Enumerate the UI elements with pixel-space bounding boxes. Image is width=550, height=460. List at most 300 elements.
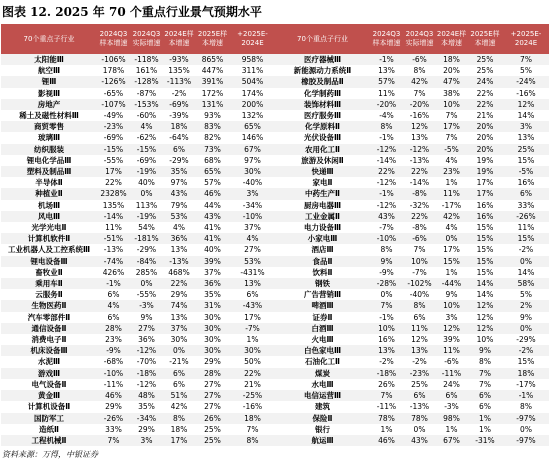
value-cell: 3% — [503, 121, 549, 132]
value-cell: 20% — [467, 121, 503, 132]
value-cell: -128% — [130, 76, 163, 87]
table-row — [1, 312, 549, 323]
value-cell: -17% — [503, 379, 549, 390]
value-cell: 6% — [97, 312, 130, 323]
value-cell: 16% — [467, 200, 503, 211]
value-cell: 27% — [195, 401, 230, 412]
table-row — [1, 54, 549, 65]
industry-name-cell: 饮料Ⅱ — [275, 267, 370, 278]
value-cell: -12% — [370, 200, 403, 211]
value-cell: 12% — [403, 334, 436, 345]
value-cell: 17% — [467, 188, 503, 199]
value-cell: 1% — [436, 424, 467, 435]
value-cell: 18% — [436, 54, 467, 65]
value-cell: 15% — [467, 233, 503, 244]
value-cell: -20% — [370, 99, 403, 110]
table-row — [1, 211, 549, 222]
industry-name-cell: 电力设备Ⅲ — [275, 222, 370, 233]
value-cell: 11% — [436, 188, 467, 199]
value-cell: -4% — [370, 110, 403, 121]
industry-name-cell: 火电Ⅲ — [275, 334, 370, 345]
value-cell: 22% — [403, 166, 436, 177]
industry-name-cell: 畜牧业Ⅱ — [1, 267, 97, 278]
value-cell: 36% — [130, 334, 163, 345]
table-row — [1, 244, 549, 255]
value-cell: 22% — [467, 88, 503, 99]
value-cell: 958% — [230, 54, 275, 65]
value-cell: -16% — [230, 401, 275, 412]
value-cell: -39% — [163, 110, 195, 121]
value-cell: -16% — [503, 88, 549, 99]
industry-name-cell: 白酒Ⅲ — [275, 323, 370, 334]
value-cell: 83% — [195, 121, 230, 132]
industry-name-cell: 纺织服装 — [1, 144, 97, 155]
value-cell: 39% — [436, 334, 467, 345]
value-cell: -10% — [97, 368, 130, 379]
value-cell: 8% — [403, 65, 436, 76]
value-cell: 30% — [163, 334, 195, 345]
value-cell: 18% — [163, 121, 195, 132]
table-row — [1, 345, 549, 356]
value-cell: 7% — [370, 300, 403, 311]
value-cell: 8% — [230, 435, 275, 446]
value-cell: -17% — [436, 200, 467, 211]
industry-name-cell: 化学制药Ⅲ — [275, 88, 370, 99]
value-cell: -10% — [230, 211, 275, 222]
table-row — [1, 222, 549, 233]
value-cell: 8% — [403, 300, 436, 311]
industry-name-cell: 电气设备Ⅱ — [1, 379, 97, 390]
value-cell: -6% — [436, 356, 467, 367]
value-cell: 43% — [370, 211, 403, 222]
value-cell: -29% — [503, 334, 549, 345]
value-cell: 26% — [195, 413, 230, 424]
industry-name-cell: 计算机软件Ⅱ — [1, 233, 97, 244]
industry-name-cell: 通信设备Ⅱ — [1, 323, 97, 334]
value-cell: 113% — [130, 200, 163, 211]
table-row — [1, 379, 549, 390]
value-cell: 13% — [163, 312, 195, 323]
value-cell: 13% — [370, 345, 403, 356]
figure-title: 图表 12. 2025 年 70 个重点行业景气预期水平 — [2, 5, 262, 19]
value-cell: -49% — [97, 110, 130, 121]
industry-name-cell: 中药生产Ⅱ — [275, 188, 370, 199]
value-cell: -44% — [436, 278, 467, 289]
value-cell: -18% — [370, 368, 403, 379]
value-cell: 23% — [436, 166, 467, 177]
value-cell: 53% — [230, 256, 275, 267]
industry-name-cell: 种植业Ⅱ — [1, 188, 97, 199]
value-cell: 14% — [467, 278, 503, 289]
value-cell: 21% — [230, 379, 275, 390]
header-industry-left: 70个重点子行业 — [1, 24, 97, 54]
industry-name-cell: 半导体Ⅱ — [1, 177, 97, 188]
value-cell: 15% — [467, 222, 503, 233]
value-cell: 14% — [467, 289, 503, 300]
value-cell: 11% — [436, 345, 467, 356]
value-cell: 6% — [467, 390, 503, 401]
value-cell: 27% — [230, 244, 275, 255]
value-cell: 7% — [403, 88, 436, 99]
value-cell: 12% — [467, 323, 503, 334]
value-cell: -40% — [403, 289, 436, 300]
value-cell: 172% — [195, 88, 230, 99]
value-cell: -29% — [130, 244, 163, 255]
value-cell: 38% — [436, 88, 467, 99]
value-cell: 12% — [467, 300, 503, 311]
value-cell: -7% — [370, 222, 403, 233]
value-cell: -34% — [230, 200, 275, 211]
industry-name-cell: 商贸零售 — [1, 121, 97, 132]
table-row — [1, 233, 549, 244]
value-cell: 98% — [436, 413, 467, 424]
industry-name-cell: 食品Ⅱ — [275, 256, 370, 267]
value-cell: 16% — [503, 177, 549, 188]
table-row — [1, 368, 549, 379]
value-cell: 14% — [503, 110, 549, 121]
value-cell: 46% — [195, 188, 230, 199]
industry-name-cell: 工业机器人及工控系统Ⅲ — [1, 244, 97, 255]
table-row — [1, 435, 549, 446]
value-cell: 53% — [163, 211, 195, 222]
value-cell: 13% — [230, 278, 275, 289]
value-cell: 17% — [230, 312, 275, 323]
value-cell: -62% — [130, 132, 163, 143]
value-cell: 16% — [467, 211, 503, 222]
table-row — [1, 144, 549, 155]
value-cell: 7% — [503, 54, 549, 65]
value-cell: 15% — [467, 244, 503, 255]
value-cell: -107% — [97, 99, 130, 110]
value-cell: -60% — [130, 110, 163, 121]
value-cell: 40% — [130, 177, 163, 188]
value-cell: -11% — [370, 401, 403, 412]
industry-name-cell: 农用化工Ⅱ — [275, 144, 370, 155]
value-cell: 285% — [130, 267, 163, 278]
value-cell: 0% — [503, 323, 549, 334]
value-cell: 11% — [97, 222, 130, 233]
value-cell: 18% — [503, 368, 549, 379]
value-cell: -43% — [230, 300, 275, 311]
value-cell: 22% — [467, 99, 503, 110]
industry-name-cell: 影视Ⅲ — [1, 88, 97, 99]
value-cell: -55% — [130, 289, 163, 300]
industry-name-cell: 煤炭 — [275, 368, 370, 379]
value-cell: 20% — [467, 132, 503, 143]
industry-name-cell: 工业金属Ⅱ — [275, 211, 370, 222]
value-cell: 0% — [130, 278, 163, 289]
value-cell: 6% — [163, 379, 195, 390]
value-cell: -1% — [370, 188, 403, 199]
value-cell: -97% — [503, 413, 549, 424]
value-cell: 16% — [370, 334, 403, 345]
value-cell: 39% — [195, 256, 230, 267]
industry-name-cell: 啤酒Ⅲ — [275, 300, 370, 311]
header-diff-right: +2025E- 2024E — [503, 24, 549, 54]
value-cell: -3% — [130, 300, 163, 311]
value-cell: 15% — [467, 267, 503, 278]
value-cell: 22% — [97, 177, 130, 188]
value-cell: 0% — [130, 188, 163, 199]
industry-name-cell: 游戏Ⅲ — [1, 368, 97, 379]
value-cell: 22% — [230, 368, 275, 379]
table-row — [1, 289, 549, 300]
value-cell: -9% — [370, 267, 403, 278]
value-cell: 17% — [97, 166, 130, 177]
value-cell: -1% — [370, 312, 403, 323]
value-cell: -64% — [163, 132, 195, 143]
header-2024e-right: 2024E样 本增速 — [436, 24, 467, 54]
industry-name-cell: 石油化工Ⅱ — [275, 356, 370, 367]
value-cell: 37% — [163, 323, 195, 334]
value-cell: 0% — [370, 289, 403, 300]
industry-name-cell: 水泥Ⅲ — [1, 356, 97, 367]
value-cell: -32% — [403, 200, 436, 211]
value-cell: -5% — [503, 166, 549, 177]
industry-name-cell: 医疗器械Ⅲ — [275, 54, 370, 65]
table-row — [1, 99, 549, 110]
value-cell: 27% — [130, 323, 163, 334]
value-cell: 0% — [403, 424, 436, 435]
industry-name-cell: 小家电Ⅲ — [275, 233, 370, 244]
value-cell: 30% — [195, 345, 230, 356]
value-cell: -20% — [403, 99, 436, 110]
value-cell: -18% — [130, 368, 163, 379]
value-cell: 31% — [195, 300, 230, 311]
value-cell: 82% — [195, 132, 230, 143]
value-cell: 15% — [503, 356, 549, 367]
source-note: 资料来源：万得，中银证券 — [2, 450, 98, 460]
value-cell: 20% — [467, 144, 503, 155]
value-cell: 40% — [195, 244, 230, 255]
value-cell: 23% — [97, 334, 130, 345]
value-cell: -6% — [403, 233, 436, 244]
value-cell: 27% — [195, 390, 230, 401]
industry-name-cell: 稀土及磁性材料Ⅲ — [1, 110, 97, 121]
value-cell: -2% — [503, 244, 549, 255]
header-diff-left: +2025E- 2024E — [230, 24, 275, 54]
value-cell: 42% — [163, 401, 195, 412]
table-row — [1, 88, 549, 99]
value-cell: 1% — [467, 424, 503, 435]
industry-name-cell: 酒店Ⅲ — [275, 244, 370, 255]
value-cell: 178% — [97, 65, 130, 76]
value-cell: 97% — [230, 155, 275, 166]
value-cell: -19% — [130, 211, 163, 222]
value-cell: -23% — [97, 121, 130, 132]
table-row — [1, 413, 549, 424]
value-cell: 13% — [403, 345, 436, 356]
value-cell: 13% — [403, 132, 436, 143]
value-cell: 65% — [195, 166, 230, 177]
industry-name-cell: 水电Ⅲ — [275, 379, 370, 390]
value-cell: 67% — [436, 435, 467, 446]
value-cell: 6% — [163, 368, 195, 379]
value-cell: 33% — [97, 424, 130, 435]
value-cell: -13% — [97, 244, 130, 255]
value-cell: 30% — [195, 312, 230, 323]
value-cell: 11% — [503, 222, 549, 233]
value-cell: 50% — [230, 356, 275, 367]
table-row — [1, 300, 549, 311]
industry-name-cell: 电信运营Ⅲ — [275, 390, 370, 401]
table-row — [1, 188, 549, 199]
value-cell: -12% — [403, 144, 436, 155]
industry-name-cell: 化学原料Ⅱ — [275, 121, 370, 132]
value-cell: 0% — [503, 424, 549, 435]
value-cell: 15% — [503, 155, 549, 166]
value-cell: 8% — [467, 356, 503, 367]
value-cell: 8% — [370, 244, 403, 255]
value-cell: -34% — [130, 413, 163, 424]
industry-name-cell: 造纸Ⅱ — [1, 424, 97, 435]
value-cell: -181% — [130, 233, 163, 244]
value-cell: 27% — [195, 379, 230, 390]
value-cell: 504% — [230, 76, 275, 87]
value-cell: 17% — [436, 244, 467, 255]
table-row — [1, 177, 549, 188]
value-cell: -431% — [230, 267, 275, 278]
value-cell: 43% — [163, 188, 195, 199]
value-cell: 97% — [163, 177, 195, 188]
value-cell: 26% — [370, 379, 403, 390]
value-cell: -13% — [403, 401, 436, 412]
industry-name-cell: 医疗服务Ⅲ — [275, 110, 370, 121]
value-cell: 18% — [230, 413, 275, 424]
value-cell: 36% — [163, 233, 195, 244]
table-row — [1, 278, 549, 289]
table-row — [1, 76, 549, 87]
value-cell: 29% — [195, 356, 230, 367]
value-cell: 9% — [436, 289, 467, 300]
value-cell: 46% — [370, 435, 403, 446]
value-cell: 54% — [130, 222, 163, 233]
table-row — [1, 401, 549, 412]
value-cell: 30% — [230, 345, 275, 356]
value-cell: 51% — [163, 390, 195, 401]
value-cell: 4% — [436, 155, 467, 166]
value-cell: -15% — [130, 144, 163, 155]
value-cell: 200% — [230, 99, 275, 110]
value-cell: 7% — [97, 435, 130, 446]
value-cell: -12% — [370, 177, 403, 188]
industry-table — [1, 24, 549, 446]
value-cell: -93% — [163, 54, 195, 65]
value-cell: 25% — [403, 379, 436, 390]
industry-name-cell: 云服务Ⅱ — [1, 289, 97, 300]
value-cell: -12% — [370, 144, 403, 155]
value-cell: -1% — [97, 278, 130, 289]
industry-name-cell: 房地产 — [1, 99, 97, 110]
value-cell: 311% — [230, 65, 275, 76]
value-cell: 0% — [163, 345, 195, 356]
header-q3-actual-right: 2024Q3 实际增速 — [403, 24, 436, 54]
value-cell: 22% — [163, 278, 195, 289]
value-cell: -3% — [436, 401, 467, 412]
value-cell: 46% — [97, 390, 130, 401]
value-cell: -97% — [503, 435, 549, 446]
value-cell: 37% — [230, 222, 275, 233]
value-cell: 13% — [370, 65, 403, 76]
value-cell: -2% — [163, 88, 195, 99]
value-cell: 15% — [467, 256, 503, 267]
value-cell: 57% — [195, 177, 230, 188]
industry-name-cell: 光学光电Ⅱ — [1, 222, 97, 233]
header-2025e-left: 2025E样 本增速 — [195, 24, 230, 54]
value-cell: -118% — [130, 54, 163, 65]
value-cell: 43% — [195, 211, 230, 222]
header-q3-sample-right: 2024Q3 样本增速 — [370, 24, 403, 54]
value-cell: 6% — [436, 390, 467, 401]
value-cell: -55% — [97, 155, 130, 166]
value-cell: 8% — [503, 401, 549, 412]
value-cell: -8% — [403, 188, 436, 199]
value-cell: 9% — [130, 312, 163, 323]
value-cell: 3% — [230, 188, 275, 199]
value-cell: 15% — [436, 256, 467, 267]
industry-name-cell: 生物医药Ⅱ — [1, 300, 97, 311]
industry-name-cell: 航运Ⅲ — [275, 435, 370, 446]
value-cell: 15% — [503, 233, 549, 244]
industry-name-cell: 证券Ⅱ — [275, 312, 370, 323]
value-cell: 10% — [403, 256, 436, 267]
value-cell: -69% — [163, 99, 195, 110]
value-cell: 11% — [403, 323, 436, 334]
value-cell: 7% — [467, 379, 503, 390]
industry-name-cell: 玻璃Ⅲ — [1, 132, 97, 143]
value-cell: 6% — [230, 289, 275, 300]
value-cell: 22% — [403, 211, 436, 222]
value-cell: 74% — [163, 300, 195, 311]
industry-name-cell: 消费电子Ⅱ — [1, 334, 97, 345]
value-cell: 14% — [503, 267, 549, 278]
header-q3-actual-left: 2024Q3 实际增速 — [130, 24, 163, 54]
table-row — [1, 110, 549, 121]
value-cell: 426% — [97, 267, 130, 278]
value-cell: -9% — [97, 345, 130, 356]
value-cell: 1% — [230, 334, 275, 345]
value-cell: 17% — [163, 435, 195, 446]
value-cell: -10% — [370, 233, 403, 244]
value-cell: -2% — [503, 345, 549, 356]
value-cell: 58% — [503, 278, 549, 289]
value-cell: -21% — [163, 356, 195, 367]
value-cell: 13% — [163, 244, 195, 255]
industry-name-cell: 汽车零部件Ⅱ — [1, 312, 97, 323]
table-row — [1, 424, 549, 435]
table-row — [1, 65, 549, 76]
value-cell: 24% — [467, 76, 503, 87]
industry-name-cell: 计算机设备Ⅱ — [1, 401, 97, 412]
industry-name-cell: 塑料及制品Ⅲ — [1, 166, 97, 177]
value-cell: 20% — [436, 65, 467, 76]
value-cell: -5% — [436, 144, 467, 155]
value-cell: 12% — [436, 323, 467, 334]
value-cell: 146% — [230, 132, 275, 143]
industry-name-cell: 太阳能Ⅲ — [1, 54, 97, 65]
value-cell: 25% — [467, 54, 503, 65]
header-q3-sample-left: 2024Q3 样本增速 — [97, 24, 130, 54]
value-cell: -8% — [403, 222, 436, 233]
value-cell: 5% — [503, 289, 549, 300]
value-cell: 93% — [195, 110, 230, 121]
value-cell: -1% — [503, 390, 549, 401]
value-cell: -31% — [467, 435, 503, 446]
value-cell: 36% — [195, 278, 230, 289]
industry-name-cell: 锂电设备Ⅲ — [1, 256, 97, 267]
value-cell: -19% — [130, 166, 163, 177]
value-cell: 11% — [370, 88, 403, 99]
